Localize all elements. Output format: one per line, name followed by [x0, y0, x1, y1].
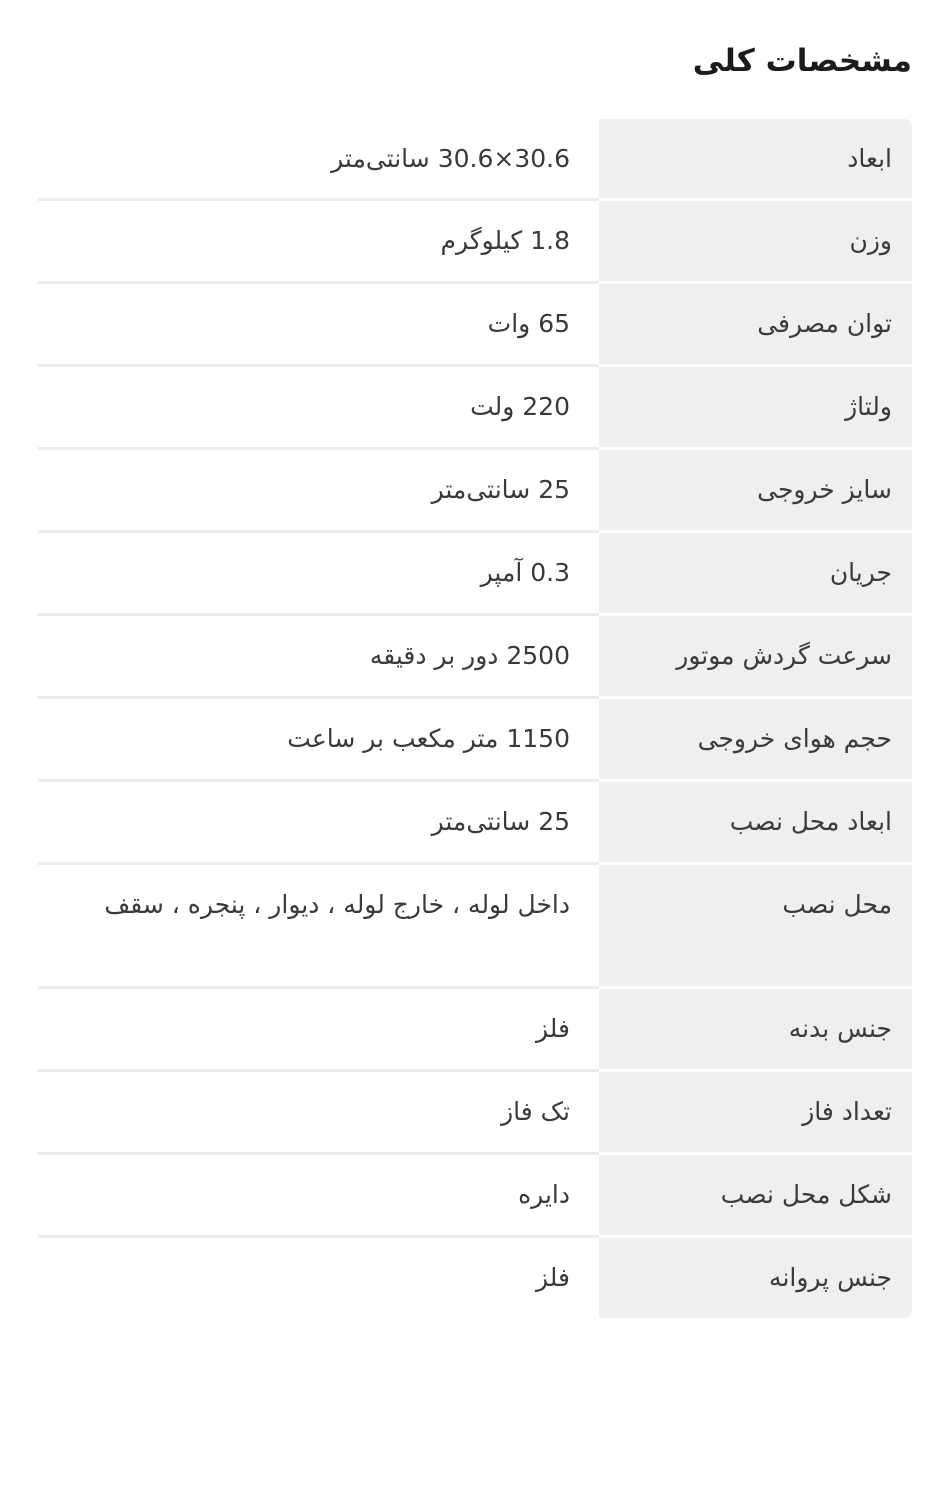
spec-label: شکل محل نصب: [599, 1155, 912, 1238]
spec-value: فلز: [38, 989, 599, 1072]
spec-value: 0.3 آمپر: [38, 533, 599, 616]
spec-value: 220 ولت: [38, 367, 599, 450]
spec-label: وزن: [599, 201, 912, 284]
spec-value: تک فاز: [38, 1072, 599, 1155]
spec-label: ولتاژ: [599, 367, 912, 450]
spec-label: توان مصرفی: [599, 284, 912, 367]
spec-row-airflow: [38, 699, 912, 782]
spec-value: 25 سانتی‌متر: [38, 450, 599, 533]
spec-value: 1.8 کیلوگرم: [38, 201, 599, 284]
spec-label: ابعاد: [599, 119, 912, 201]
spec-value: دایره: [38, 1155, 599, 1238]
spec-value: 30.6×30.6 سانتی‌متر: [38, 119, 599, 201]
spec-row-current: [38, 533, 912, 616]
spec-row-dimensions: [38, 119, 912, 201]
spec-row-motor-speed: [38, 616, 912, 699]
spec-row-mount-shape: [38, 1155, 912, 1238]
spec-label: جنس پروانه: [599, 1238, 912, 1318]
spec-value: 65 وات: [38, 284, 599, 367]
spec-value: 2500 دور بر دقیقه: [38, 616, 599, 699]
spec-label: حجم هوای خروجی: [599, 699, 912, 782]
spec-row-voltage: [38, 367, 912, 450]
spec-label: تعداد فاز: [599, 1072, 912, 1155]
spec-row-mount-location: [38, 865, 912, 989]
spec-label: جنس بدنه: [599, 989, 912, 1072]
spec-label: محل نصب: [599, 865, 912, 989]
spec-value: فلز: [535, 1263, 570, 1292]
spec-label: سرعت گردش موتور: [599, 616, 912, 699]
spec-row-blade-material: [38, 1238, 912, 1318]
specs-table: [38, 119, 912, 1318]
spec-row-power: [38, 284, 912, 367]
spec-label: جریان: [599, 533, 912, 616]
spec-row-mount-dimensions: [38, 782, 912, 865]
spec-value: 25 سانتی‌متر: [38, 782, 599, 865]
spec-row-body-material: [38, 989, 912, 1072]
spec-row-phase-count: [38, 1072, 912, 1155]
spec-label: ابعاد محل نصب: [599, 782, 912, 865]
spec-value: 1150 متر مکعب بر ساعت: [38, 699, 599, 782]
section-title: مشخصات کلی: [692, 43, 912, 79]
spec-value: داخل لوله ، خارج لوله ، دیوار ، پنجره ، سقف: [38, 865, 599, 989]
spec-row-weight: [38, 201, 912, 284]
spec-row-output-size: [38, 450, 912, 533]
spec-label: سایز خروجی: [599, 450, 912, 533]
